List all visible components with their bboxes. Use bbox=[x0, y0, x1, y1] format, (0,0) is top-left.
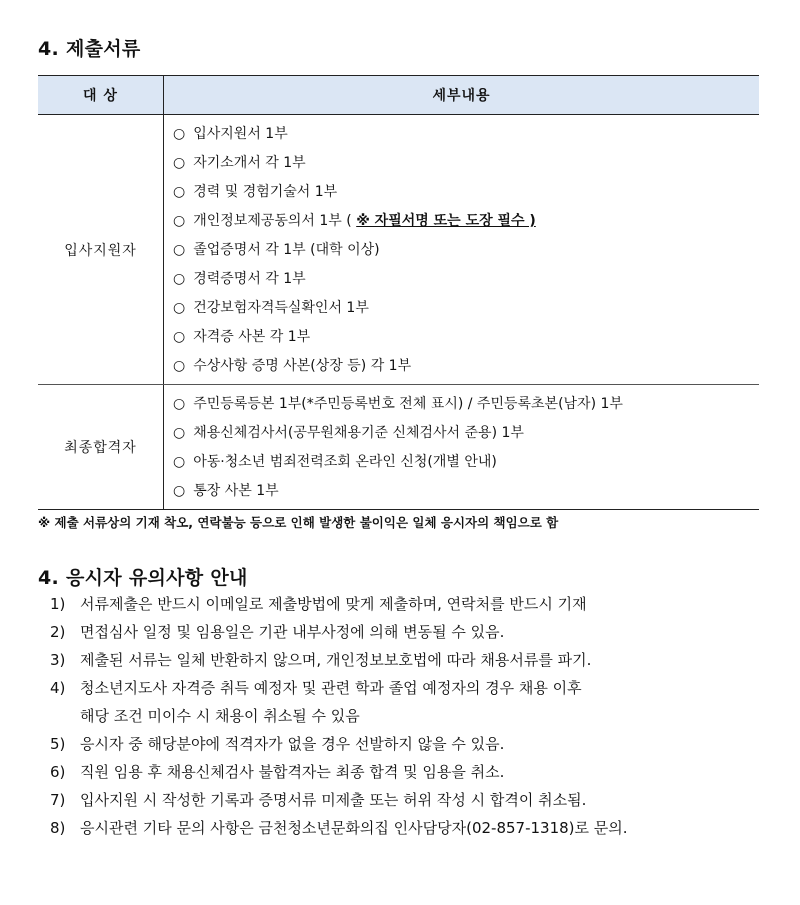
details-cell bbox=[164, 385, 760, 510]
list-item: 1) 서류제출은 반드시 이메일로 제출방법에 맞게 제출하며, 연락처를 반드시 기재 bbox=[50, 590, 770, 618]
list-item: ○ 졸업증명서 각 1부 (대학 이상) bbox=[173, 242, 380, 258]
list-item: 4) 청소년지도사 자격증 취득 예정자 및 관련 학과 졸업 예정자의 경우 채용 이후 해당 조건 미이수 시 채용이 취소될 수 있음 bbox=[50, 674, 770, 730]
list-item: ○ 주민등록등본 1부(*주민등록번호 전체 표시) / 주민등록초본(남자) 1부 bbox=[173, 396, 623, 412]
item-number: 6) bbox=[50, 763, 66, 781]
bullet-icon: ○ bbox=[173, 425, 186, 441]
document-list bbox=[164, 385, 759, 509]
table-row bbox=[38, 115, 759, 385]
list-item: 7) 입사지원 시 작성한 기록과 증명서류 미제출 또는 허위 작성 시 합격이 취소됨. bbox=[50, 786, 770, 814]
table-row bbox=[38, 385, 759, 510]
bullet-icon: ○ bbox=[173, 396, 186, 412]
list-item: ○ 통장 사본 1부 bbox=[173, 483, 279, 499]
list-item: ○ 경력증명서 각 1부 bbox=[173, 271, 306, 287]
list-item: ○ 수상사항 증명 사본(상장 등) 각 1부 bbox=[173, 358, 412, 374]
item-number: 1) bbox=[50, 595, 66, 613]
bullet-icon: ○ bbox=[173, 155, 186, 171]
header-target: 대 상 bbox=[38, 76, 164, 115]
list-item: ○ 입사지원서 1부 bbox=[173, 126, 288, 142]
document-list bbox=[164, 115, 759, 384]
list-item: ○ 경력 및 경험기술서 1부 bbox=[173, 184, 338, 200]
list-item: ○ 개인정보제공동의서 1부 ( ※ 자필서명 또는 도장 필수 ) bbox=[173, 213, 536, 229]
bullet-icon: ○ bbox=[173, 126, 186, 142]
bullet-icon: ○ bbox=[173, 184, 186, 200]
item-number: 8) bbox=[50, 819, 66, 837]
bullet-icon: ○ bbox=[173, 483, 186, 499]
bullet-icon: ○ bbox=[173, 213, 186, 229]
bullet-icon: ○ bbox=[173, 329, 186, 345]
list-item: ○ 채용신체검사서(공무원채용기준 신체검사서 준용) 1부 bbox=[173, 425, 524, 441]
bullet-icon: ○ bbox=[173, 242, 186, 258]
applicant-notes-list bbox=[50, 590, 770, 842]
item-number: 3) bbox=[50, 651, 66, 669]
responsibility-note: ※ 제출 서류상의 기재 착오, 연락불능 등으로 인해 발생한 불이익은 일체 응시자의 책임으로 함 bbox=[38, 515, 559, 530]
bullet-icon: ○ bbox=[173, 454, 186, 470]
list-item: ○ 자기소개서 각 1부 bbox=[173, 155, 306, 171]
item-number: 4) bbox=[50, 679, 66, 697]
list-item: 3) 제출된 서류는 일체 반환하지 않으며, 개인정보보호법에 따라 채용서류를 파기. bbox=[50, 646, 770, 674]
list-item: ○ 자격증 사본 각 1부 bbox=[173, 329, 311, 345]
item-number: 2) bbox=[50, 623, 66, 641]
section-title-documents: 4. 제출서류 bbox=[38, 38, 141, 60]
header-details: 세부내용 bbox=[164, 76, 760, 115]
documents-table bbox=[38, 75, 759, 510]
bullet-icon: ○ bbox=[173, 358, 186, 374]
signature-required-note: ※ 자필서명 또는 도장 필수 ) bbox=[356, 213, 536, 229]
list-item: 5) 응시자 중 해당분야에 적격자가 없을 경우 선발하지 않을 수 있음. bbox=[50, 730, 770, 758]
target-cell: 입사지원자 bbox=[38, 115, 164, 385]
list-item: ○ 건강보험자격득실확인서 1부 bbox=[173, 300, 369, 316]
list-item: 8) 응시관련 기타 문의 사항은 금천청소년문화의집 인사담당자(02-857-1318)로 문의. bbox=[50, 814, 770, 842]
list-item: ○ 아동·청소년 범죄전력조회 온라인 신청(개별 안내) bbox=[173, 454, 497, 470]
bullet-icon: ○ bbox=[173, 300, 186, 316]
list-item: 6) 직원 임용 후 채용신체검사 불합격자는 최종 합격 및 임용을 취소. bbox=[50, 758, 770, 786]
table-header-row bbox=[38, 76, 759, 115]
bullet-icon: ○ bbox=[173, 271, 186, 287]
item-number: 5) bbox=[50, 735, 66, 753]
details-cell bbox=[164, 115, 760, 385]
list-item: 2) 면접심사 일정 및 임용일은 기관 내부사정에 의해 변동될 수 있음. bbox=[50, 618, 770, 646]
section-title-applicant-notes: 4. 응시자 유의사항 안내 bbox=[38, 567, 248, 589]
target-cell: 최종합격자 bbox=[38, 385, 164, 510]
item-number: 7) bbox=[50, 791, 66, 809]
